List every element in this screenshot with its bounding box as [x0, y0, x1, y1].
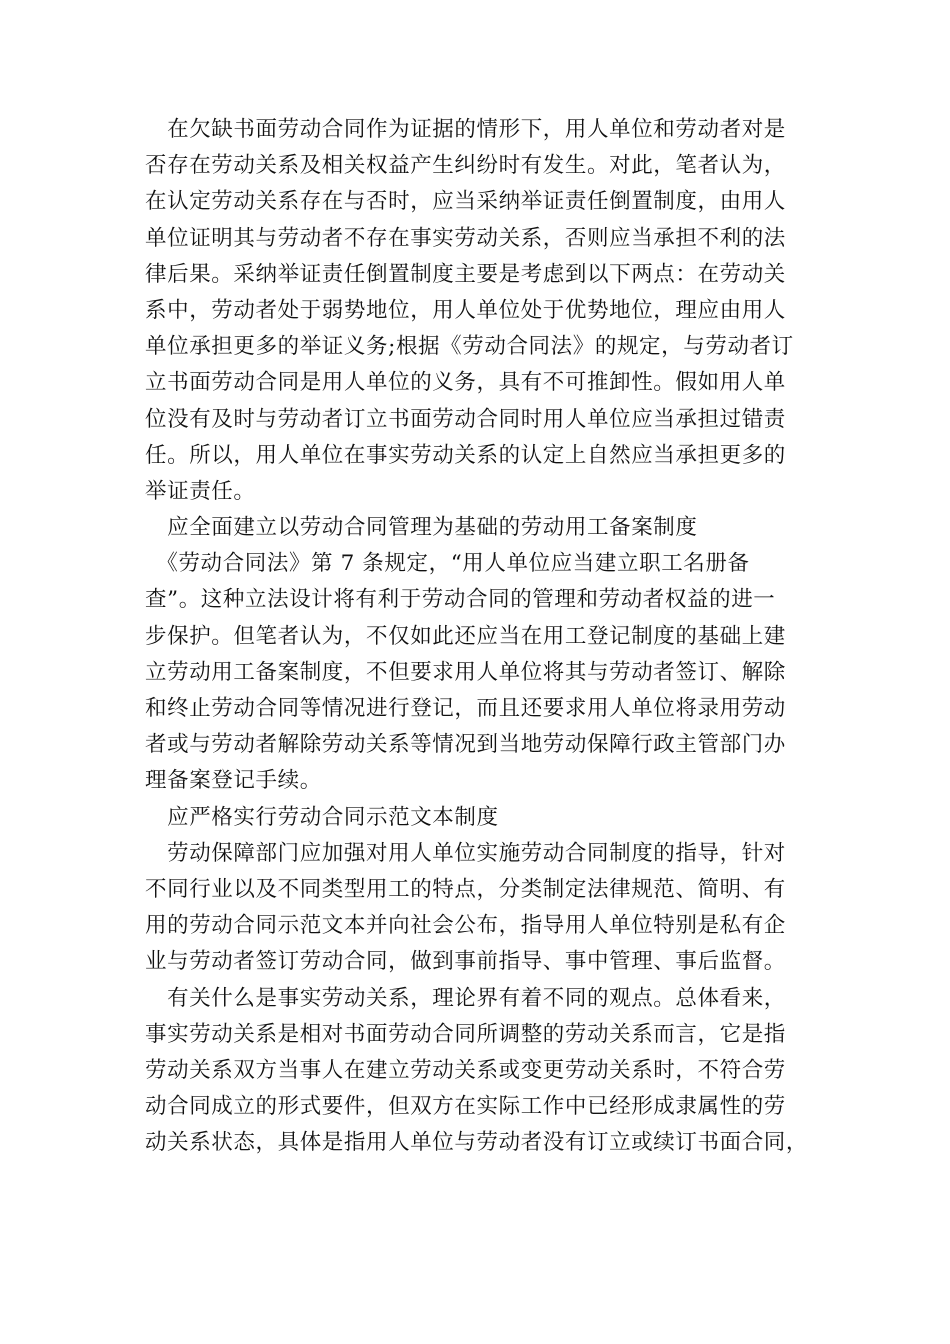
text-line: 不同行业以及不同类型用工的特点，分类制定法律规范、简明、有	[145, 876, 786, 902]
text-line: 律后果。采纳举证责任倒置制度主要是考虑到以下两点：在劳动关	[145, 261, 786, 287]
text-line: 位没有及时与劳动者订立书面劳动合同时用人单位应当承担过错责	[145, 406, 786, 432]
text-line: 任。所以，用人单位在事实劳动关系的认定上自然应当承担更多的	[145, 442, 786, 468]
text-line: 《劳动合同法》第 7 条规定，“用人单位应当建立职工名册备	[145, 551, 750, 577]
text-line: 单位证明其与劳动者不存在事实劳动关系，否则应当承担不利的法	[145, 225, 786, 251]
text-line: 用的劳动合同示范文本并向社会公布，指导用人单位特别是私有企	[145, 913, 786, 939]
text-line: 在认定劳动关系存在与否时，应当采纳举证责任倒置制度，由用人	[145, 189, 786, 215]
text-line: 否存在劳动关系及相关权益产生纠纷时有发生。对此，笔者认为，	[145, 153, 786, 179]
text-line: 和终止劳动合同等情况进行登记，而且还要求用人单位将录用劳动	[145, 696, 786, 721]
text-line: 系中，劳动者处于弱势地位，用人单位处于优势地位，理应由用人	[145, 297, 786, 323]
text-line: 单位承担更多的举证义务;根据《劳动合同法》的规定，与劳动者订	[145, 334, 794, 360]
text-line: 举证责任。	[145, 478, 256, 504]
text-line: 动合同成立的形式要件，但双方在实际工作中已经形成隶属性的劳	[145, 1094, 786, 1120]
section-heading: 应全面建立以劳动合同管理为基础的劳动用工备案制度	[145, 515, 698, 541]
text-line: 事实劳动关系是相对书面劳动合同所调整的劳动关系而言，它是指	[145, 1021, 786, 1047]
text-line: 查”。这种立法设计将有利于劳动合同的管理和劳动者权益的进一	[145, 587, 776, 613]
text-line: 立书面劳动合同是用人单位的义务，具有不可推卸性。假如用人单	[145, 370, 786, 396]
text-line: 劳动关系双方当事人在建立劳动关系或变更劳动关系时，不符合劳	[145, 1057, 786, 1083]
text-line: 有关什么是事实劳动关系，理论界有着不同的观点。总体看来，	[145, 985, 786, 1011]
text-line: 在欠缺书面劳动合同作为证据的情形下，用人单位和劳动者对是	[145, 117, 786, 142]
document-body-text	[145, 112, 815, 1161]
section-heading: 应严格实行劳动合同示范文本制度	[145, 804, 499, 830]
text-line: 立劳动用工备案制度，不但要求用人单位将其与劳动者签订、解除	[145, 659, 786, 685]
text-line: 业与劳动者签订劳动合同，做到事前指导、事中管理、事后监督。	[145, 949, 786, 975]
text-line: 者或与劳动者解除劳动关系等情况到当地劳动保障行政主管部门办	[145, 732, 786, 758]
text-line: 步保护。但笔者认为，不仅如此还应当在用工登记制度的基础上建	[145, 623, 786, 649]
text-line: 理备案登记手续。	[145, 768, 322, 794]
text-line: 动关系状态，具体是指用人单位与劳动者没有订立或续订书面合同，	[145, 1130, 809, 1156]
text-line: 劳动保障部门应加强对用人单位实施劳动合同制度的指导，针对	[145, 840, 786, 866]
